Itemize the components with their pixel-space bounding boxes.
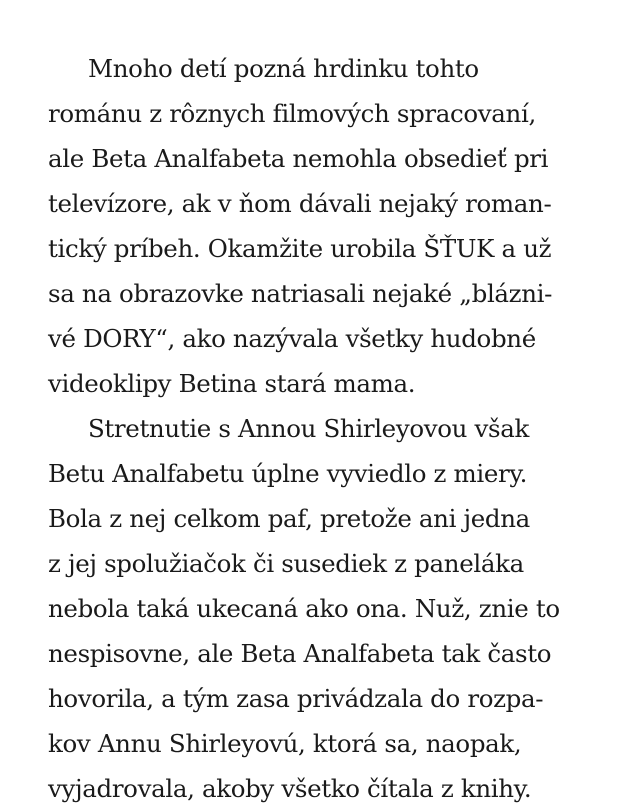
text-line: kov Annu Shirleyovú, ktorá sa, naopak, [48, 729, 522, 758]
text-line: románu z rôznych filmových spracovaní, [48, 99, 536, 128]
text-line: videoklipy Betina stará mama. [48, 369, 416, 398]
text-line: nespisovne, ale Beta Analfabeta tak často [48, 639, 552, 668]
text-line: Bola z nej celkom paf, pretože ani jedna [48, 504, 530, 533]
text-line: hovorila, a tým zasa privádzala do rozpa- [48, 684, 544, 713]
text-line: Betu Analfabetu úplne vyviedlo z miery. [48, 459, 528, 488]
paragraph-1 [48, 46, 608, 406]
text-line: Mnoho detí pozná hrdinku tohto [88, 54, 479, 83]
text-line: vé DORY“, ako nazývala všetky hudobné [48, 324, 536, 353]
text-line: sa na obrazovke natriasali nejaké „blázni- [48, 279, 553, 308]
paragraph-2 [48, 406, 608, 811]
text-line: televízore, ak v ňom dávali nejaký roman- [48, 189, 552, 218]
text-line: Stretnutie s Annou Shirleyovou však [88, 414, 529, 443]
text-block [48, 46, 608, 811]
text-line: vyjadrovala, akoby všetko čítala z knihy. [48, 774, 532, 803]
text-line: z jej spolužiačok či susediek z paneláka [48, 549, 524, 578]
text-line: nebola taká ukecaná ako ona. Nuž, znie to [48, 594, 560, 623]
text-line: ale Beta Analfabeta nemohla obsedieť pri [48, 144, 549, 173]
text-line: tický príbeh. Okamžite urobila ŠŤUK a už [48, 234, 552, 263]
